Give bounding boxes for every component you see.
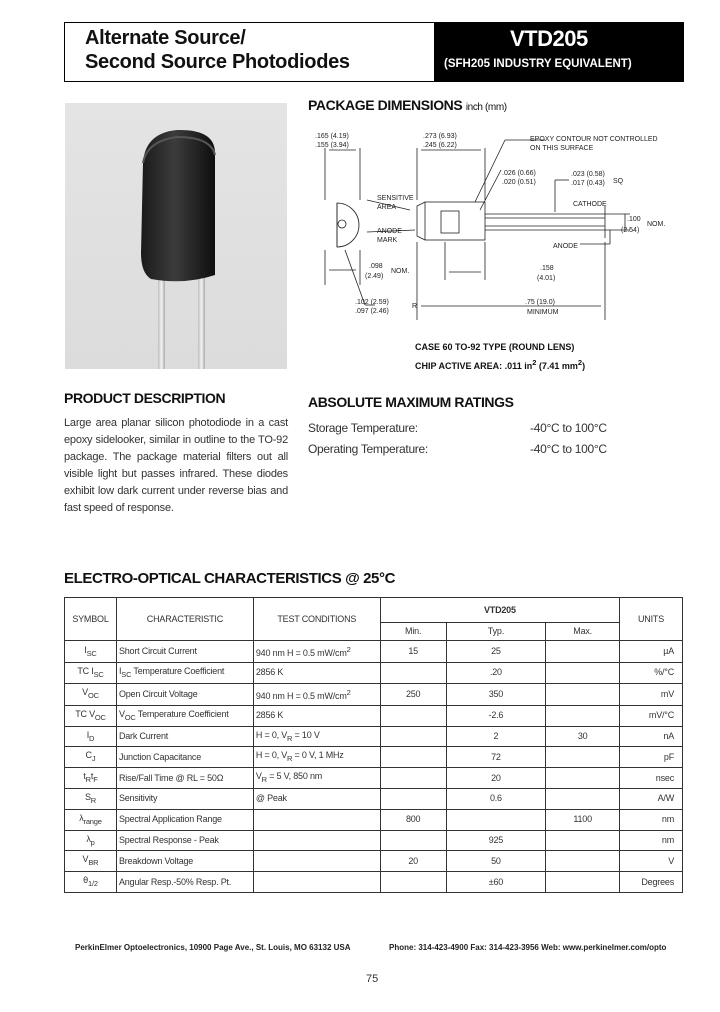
sym2: t bbox=[90, 771, 94, 782]
row-min bbox=[380, 872, 446, 893]
rating-label-storage: Storage Temperature: bbox=[308, 421, 418, 435]
row-test bbox=[253, 683, 380, 705]
row-min bbox=[380, 726, 446, 747]
sym-sub: SC bbox=[86, 648, 97, 658]
row-test bbox=[253, 726, 380, 747]
sym: C bbox=[85, 750, 92, 761]
chip-area-suffix: ) bbox=[582, 361, 586, 371]
sym: TC V bbox=[75, 708, 95, 719]
char-sym: V bbox=[118, 708, 125, 719]
row-min bbox=[380, 830, 446, 851]
header-characteristic: CHARACTERISTIC bbox=[116, 598, 253, 641]
row-characteristic bbox=[116, 663, 253, 684]
test: = 5 V, 850 nm bbox=[266, 771, 323, 782]
sym-sub: p bbox=[90, 837, 95, 847]
row-characteristic: Spectral Application Range bbox=[116, 809, 253, 830]
row-characteristic: Angular Resp.-50% Resp. Pt. bbox=[116, 872, 253, 893]
row-symbol bbox=[65, 768, 117, 789]
dim-d2b: .245 (6.22) bbox=[423, 142, 457, 149]
row-typ: .20 bbox=[446, 663, 546, 684]
dim-d3b: .020 (0.51) bbox=[502, 179, 536, 186]
table-row bbox=[65, 747, 683, 768]
dim-d9: .75 (19.0) bbox=[525, 299, 555, 306]
dim-epoxy2: ON THIS SURFACE bbox=[530, 145, 594, 152]
rating-label-operating: Operating Temperature: bbox=[308, 442, 428, 456]
title-line-2: Second Source Photodiodes bbox=[85, 51, 350, 73]
sym-sub: OC bbox=[87, 691, 99, 701]
row-max bbox=[546, 641, 620, 663]
test-sub: R bbox=[287, 733, 293, 743]
industry-equivalent: (SFH205 INDUSTRY EQUIVALENT) bbox=[444, 58, 632, 70]
chip-area-prefix: CHIP ACTIVE AREA: .011 in bbox=[415, 361, 533, 371]
row-unit: %/°C bbox=[620, 663, 683, 684]
row-unit: A/W bbox=[620, 788, 683, 809]
dim-epoxy1: EPOXY CONTOUR NOT CONTROLLED bbox=[530, 136, 658, 143]
sym: I bbox=[86, 729, 90, 740]
row-symbol bbox=[65, 747, 117, 768]
case-line: CASE 60 TO-92 TYPE (ROUND LENS) bbox=[415, 342, 575, 352]
row-max bbox=[546, 683, 620, 705]
sym-sub: range bbox=[83, 816, 102, 826]
dim-d6nom: NOM. bbox=[391, 268, 410, 275]
label-cathode: CATHODE bbox=[573, 201, 607, 208]
dim-nom: NOM. bbox=[647, 221, 666, 228]
row-min bbox=[380, 705, 446, 726]
test: = 0 V, 1 MHz bbox=[292, 750, 344, 761]
sym-sub: SC bbox=[93, 669, 104, 679]
sym: λ bbox=[86, 833, 91, 844]
label-sensitive1: SENSITIVE bbox=[377, 195, 414, 202]
header-max: Max. bbox=[546, 623, 620, 641]
row-test: @ Peak bbox=[253, 788, 380, 809]
row-test bbox=[253, 768, 380, 789]
row-test bbox=[253, 830, 380, 851]
sym-sub: 1/2 bbox=[87, 878, 98, 888]
dim-d7b: (4.01) bbox=[537, 275, 556, 282]
row-characteristic bbox=[116, 705, 253, 726]
footer-contact: Phone: 314-423-4900 Fax: 314-423-3956 Web: www.perkinelmer.com/opto bbox=[389, 943, 667, 952]
row-min bbox=[380, 663, 446, 684]
row-unit: nA bbox=[620, 726, 683, 747]
header-min: Min. bbox=[380, 623, 446, 641]
dim-d7: .158 bbox=[540, 265, 554, 272]
row-max: 1100 bbox=[546, 809, 620, 830]
label-anode: ANODE bbox=[553, 243, 578, 250]
row-symbol bbox=[65, 788, 117, 809]
part-banner bbox=[434, 22, 683, 81]
sym-sub: OC bbox=[94, 712, 106, 722]
product-photo bbox=[65, 103, 287, 369]
row-test bbox=[253, 851, 380, 872]
sym: TC I bbox=[77, 666, 94, 676]
char-sub: OC bbox=[124, 712, 136, 722]
row-max bbox=[546, 830, 620, 851]
table-row bbox=[65, 641, 683, 663]
sym: θ bbox=[83, 875, 88, 886]
label-anode2: MARK bbox=[377, 237, 398, 244]
row-characteristic: Dark Current bbox=[116, 726, 253, 747]
package-units: inch (mm) bbox=[465, 102, 507, 113]
row-test: 2856 K bbox=[253, 663, 380, 684]
row-characteristic: Breakdown Voltage bbox=[116, 851, 253, 872]
row-symbol bbox=[65, 663, 117, 684]
dim-d6: .098 bbox=[369, 263, 383, 270]
dim-d5: .100 bbox=[627, 216, 641, 223]
row-typ: -2.6 bbox=[446, 705, 546, 726]
table-row bbox=[65, 705, 683, 726]
chip-area-sup1: 2 bbox=[532, 358, 537, 367]
char-sym: I bbox=[118, 666, 122, 676]
row-characteristic: Rise/Fall Time @ RL = 50Ω bbox=[116, 768, 253, 789]
test-sub: R bbox=[287, 754, 293, 764]
dim-d8a: .102 (2.59) bbox=[355, 299, 389, 306]
row-typ: ±60 bbox=[446, 872, 546, 893]
table-header-row bbox=[65, 598, 683, 623]
row-characteristic: Spectral Response - Peak bbox=[116, 830, 253, 851]
row-symbol bbox=[65, 683, 117, 705]
row-min bbox=[380, 768, 446, 789]
row-symbol bbox=[65, 830, 117, 851]
dim-d5b: (2.54) bbox=[621, 227, 640, 234]
row-test bbox=[253, 809, 380, 830]
test-sup: 2 bbox=[346, 687, 351, 697]
package-title-text: PACKAGE DIMENSIONS bbox=[308, 97, 463, 113]
chip-area-mid: (7.41 mm bbox=[536, 361, 578, 371]
test: 940 nm H = 0.5 mW/cm bbox=[255, 690, 347, 701]
dim-d3a: .026 (0.66) bbox=[502, 170, 536, 177]
case-info bbox=[415, 340, 585, 374]
sym: I bbox=[84, 644, 87, 655]
test: 940 nm H = 0.5 mW/cm bbox=[255, 648, 347, 658]
row-test bbox=[253, 872, 380, 893]
row-max bbox=[546, 663, 620, 684]
dim-d4a: .023 (0.58) bbox=[571, 171, 605, 178]
row-max bbox=[546, 872, 620, 893]
row-symbol bbox=[65, 809, 117, 830]
row-typ: 20 bbox=[446, 768, 546, 789]
row-max bbox=[546, 768, 620, 789]
sym: S bbox=[84, 791, 91, 802]
chip-area-sup2: 2 bbox=[577, 358, 583, 367]
row-min bbox=[380, 788, 446, 809]
test-sub: R bbox=[261, 774, 267, 784]
header-units: UNITS bbox=[620, 598, 683, 641]
footer-address: PerkinElmer Optoelectronics, 10900 Page Ave., St. Louis, MO 63132 USA bbox=[75, 943, 351, 952]
characteristics-table bbox=[64, 597, 683, 893]
sym-sub: D bbox=[89, 733, 95, 743]
rating-value-operating: -40°C to 100°C bbox=[530, 442, 607, 456]
row-test bbox=[253, 641, 380, 663]
table-row bbox=[65, 663, 683, 684]
label-anode1: ANODE bbox=[377, 228, 402, 235]
dim-d1b: .155 (3.94) bbox=[315, 142, 349, 149]
dim-r: R bbox=[412, 303, 418, 310]
test-pre: V bbox=[255, 771, 262, 782]
row-typ: 25 bbox=[446, 641, 546, 663]
sym-sub: R bbox=[90, 795, 96, 805]
char: Temperature Coefficient bbox=[131, 666, 225, 676]
absolute-max-ratings-title: ABSOLUTE MAXIMUM RATINGS bbox=[308, 394, 514, 410]
title-line-1: Alternate Source/ bbox=[85, 27, 246, 49]
row-min: 20 bbox=[380, 851, 446, 872]
table-row bbox=[65, 830, 683, 851]
row-symbol bbox=[65, 641, 117, 663]
sym: V bbox=[82, 687, 88, 698]
row-unit: pF bbox=[620, 747, 683, 768]
row-max bbox=[546, 851, 620, 872]
dim-minimum: MINIMUM bbox=[527, 309, 559, 316]
sym: λ bbox=[79, 812, 84, 823]
electro-optical-title: ELECTRO-OPTICAL CHARACTERISTICS @ 25°C bbox=[64, 570, 396, 587]
dim-d1a: .165 (4.19) bbox=[315, 133, 349, 140]
char: Temperature Coefficient bbox=[135, 708, 229, 719]
page-title bbox=[85, 26, 350, 74]
row-typ: 0.6 bbox=[446, 788, 546, 809]
header-part: VTD205 bbox=[380, 598, 619, 623]
table-row bbox=[65, 809, 683, 830]
row-min: 800 bbox=[380, 809, 446, 830]
row-characteristic: Junction Capacitance bbox=[116, 747, 253, 768]
row-unit: nm bbox=[620, 809, 683, 830]
char-sub: SC bbox=[121, 669, 132, 679]
test-pre: H = 0, V bbox=[255, 729, 288, 740]
rating-value-storage: -40°C to 100°C bbox=[530, 421, 607, 435]
product-description-body: Large area planar silicon photodiode in a cast epoxy sidelooker, similar in outline to the TO-92 package. The package material filters out all visible light but passes infrared. These diodes exhibit low dark current under reverse bias and fast speed of response. bbox=[64, 417, 288, 514]
chip-area-line bbox=[415, 355, 585, 374]
dim-d4b: .017 (0.43) bbox=[571, 180, 605, 187]
row-max bbox=[546, 788, 620, 809]
package-drawing bbox=[305, 120, 685, 335]
row-symbol bbox=[65, 705, 117, 726]
row-max bbox=[546, 747, 620, 768]
row-test: 2856 K bbox=[253, 705, 380, 726]
row-min bbox=[380, 747, 446, 768]
test: = 10 V bbox=[292, 729, 320, 740]
dim-d8b: .097 (2.46) bbox=[355, 308, 389, 315]
photodiode-image bbox=[65, 103, 287, 369]
row-characteristic: Open Circuit Voltage bbox=[116, 683, 253, 705]
row-typ: 925 bbox=[446, 830, 546, 851]
row-min: 15 bbox=[380, 641, 446, 663]
table-row bbox=[65, 683, 683, 705]
test-pre: H = 0, V bbox=[255, 750, 288, 761]
header-test-conditions: TEST CONDITIONS bbox=[253, 598, 380, 641]
table-row bbox=[65, 788, 683, 809]
row-symbol bbox=[65, 726, 117, 747]
test-sup: 2 bbox=[346, 645, 351, 654]
sym-sub: R bbox=[85, 774, 91, 784]
row-unit: V bbox=[620, 851, 683, 872]
table-row bbox=[65, 768, 683, 789]
row-unit: nm bbox=[620, 830, 683, 851]
row-test bbox=[253, 747, 380, 768]
table-row bbox=[65, 851, 683, 872]
header-typ: Typ. bbox=[446, 623, 546, 641]
row-typ: 350 bbox=[446, 683, 546, 705]
row-characteristic: Short Circuit Current bbox=[116, 641, 253, 663]
label-sensitive2: AREA bbox=[377, 204, 397, 211]
row-typ: 72 bbox=[446, 747, 546, 768]
sym2-sub: F bbox=[93, 774, 98, 784]
sym-sub: J bbox=[91, 754, 96, 764]
row-typ bbox=[446, 809, 546, 830]
row-symbol bbox=[65, 851, 117, 872]
row-symbol bbox=[65, 872, 117, 893]
row-unit: mV/°C bbox=[620, 705, 683, 726]
row-max bbox=[546, 705, 620, 726]
product-description-title: PRODUCT DESCRIPTION bbox=[64, 390, 226, 406]
dim-sq: SQ bbox=[613, 178, 624, 185]
row-unit: mV bbox=[620, 683, 683, 705]
sym-sub: BR bbox=[88, 858, 99, 868]
row-unit: µA bbox=[620, 641, 683, 663]
row-max: 30 bbox=[546, 726, 620, 747]
row-typ: 50 bbox=[446, 851, 546, 872]
part-number: VTD205 bbox=[510, 26, 588, 51]
table-row bbox=[65, 872, 683, 893]
row-characteristic: Sensitivity bbox=[116, 788, 253, 809]
dim-d6b: (2.49) bbox=[365, 273, 384, 280]
header-symbol: SYMBOL bbox=[65, 598, 117, 641]
sym: V bbox=[82, 854, 89, 865]
page-number: 75 bbox=[366, 973, 379, 985]
table-row bbox=[65, 726, 683, 747]
dim-d2a: .273 (6.93) bbox=[423, 133, 457, 140]
package-dimensions-title bbox=[308, 97, 507, 113]
sym: t bbox=[83, 771, 86, 782]
row-typ: 2 bbox=[446, 726, 546, 747]
row-unit: Degrees bbox=[620, 872, 683, 893]
row-min: 250 bbox=[380, 683, 446, 705]
row-unit: nsec bbox=[620, 768, 683, 789]
